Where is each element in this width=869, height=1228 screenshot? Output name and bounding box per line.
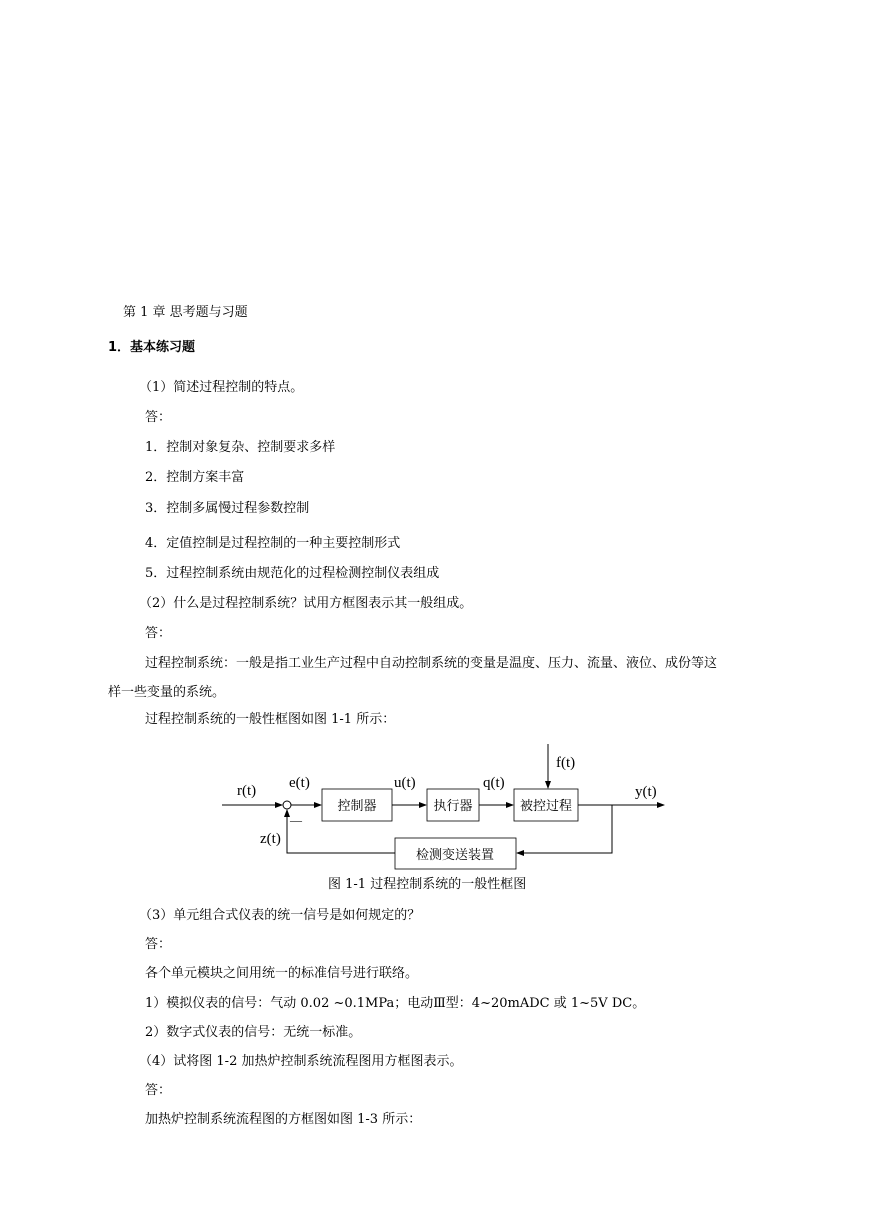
signal-y-label: y(t)	[635, 784, 657, 800]
signal-u-label: u(t)	[394, 775, 416, 791]
q2-question: （2）什么是过程控制系统？试用方框图表示其一般组成。	[139, 596, 473, 611]
q4-answer-label: 答：	[145, 1083, 172, 1098]
q2-paragraph-2: 过程控制系统的一般性框图如图 1-1 所示：	[145, 712, 396, 727]
sensor-label: 检测变送装置	[415, 847, 495, 862]
q1-point-4: 4．定值控制是过程控制的一种主要控制形式	[145, 536, 401, 551]
q2-paragraph-line1: 过程控制系统：一般是指工业生产过程中自动控制系统的变量是温度、压力、流量、液位、成份等这	[145, 656, 718, 671]
q3-answer-label: 答：	[145, 937, 172, 952]
q3-question: （3）单元组合式仪表的统一信号是如何规定的？	[139, 908, 421, 923]
q2-answer-label: 答：	[145, 626, 172, 641]
signal-q-label: q(t)	[483, 775, 505, 791]
q1-question: （1）简述过程控制的特点。	[139, 380, 304, 395]
q2-paragraph-line2: 样一些变量的系统。	[108, 685, 226, 700]
q4-question: （4）试将图 1-2 加热炉控制系统流程图用方框图表示。	[139, 1054, 463, 1069]
q1-answer-label: 答：	[145, 410, 172, 425]
signal-e-label: e(t)	[289, 775, 310, 791]
process-label: 被控过程	[519, 798, 573, 813]
section-title: 1．基本练习题	[108, 340, 196, 355]
controller-label: 控制器	[337, 798, 377, 813]
q4-line-1: 加热炉控制系统流程图的方框图如图 1-3 所示：	[145, 1112, 422, 1127]
control-system-block-diagram	[210, 738, 670, 898]
actuator-label: 执行器	[433, 798, 473, 813]
q3-line-1: 各个单元模块之间用统一的标准信号进行联络。	[145, 966, 419, 981]
q1-point-2: 2．控制方案丰富	[145, 470, 245, 485]
signal-r-label: r(t)	[237, 783, 257, 799]
figure-caption: 图 1-1 过程控制系统的一般性框图	[328, 877, 527, 892]
q3-line-3: 2）数字式仪表的信号：无统一标准。	[145, 1025, 362, 1040]
minus-sign: —	[290, 813, 302, 827]
q3-line-2: 1）模拟仪表的信号：气动 0.02 ~0.1MPa；电动Ⅲ型：4~20mADC 或 1~5V DC。	[145, 996, 646, 1011]
q1-point-1: 1．控制对象复杂、控制要求多样	[145, 440, 336, 455]
q1-point-3: 3．控制多属慢过程参数控制	[145, 501, 310, 516]
chapter-title: 第 1 章 思考题与习题	[123, 305, 248, 320]
signal-f-label: f(t)	[556, 755, 576, 771]
signal-z-label: z(t)	[260, 831, 281, 847]
q1-point-5: 5．过程控制系统由规范化的过程检测控制仪表组成	[145, 566, 440, 581]
summing-junction	[283, 801, 291, 809]
